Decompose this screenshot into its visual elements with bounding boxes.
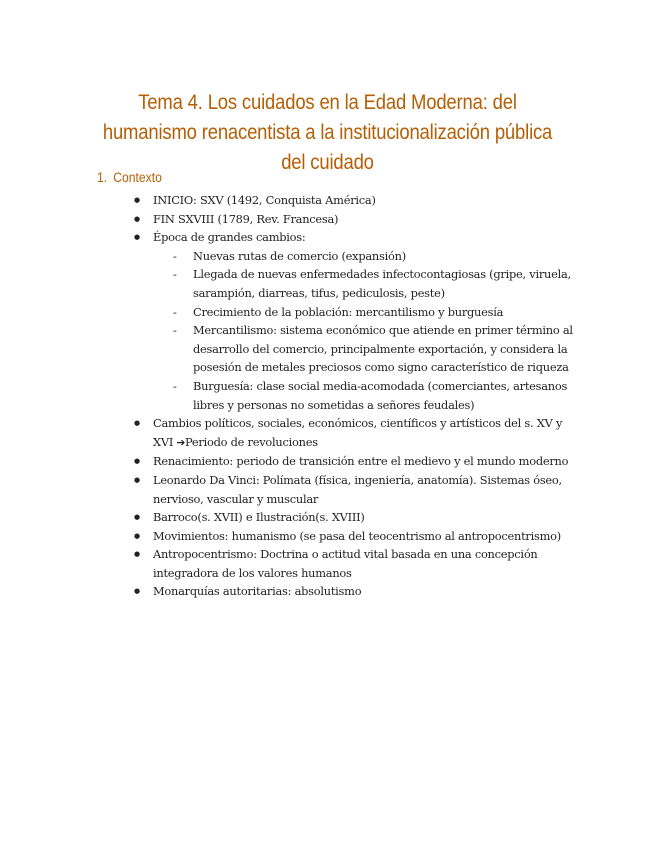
list-item-text: INICIO: SXV (1492, Conquista América) <box>153 193 376 207</box>
list-item-text: Renacimiento: periodo de transición entre el medievo y el mundo moderno <box>153 454 569 469</box>
list-item-text: Barroco(s. XVII) e Ilustración(s. XVIII) <box>153 510 365 525</box>
list-item <box>132 545 582 582</box>
sub-list-item <box>153 321 582 377</box>
section-number: 1. <box>97 170 108 185</box>
context-list <box>132 191 582 601</box>
list-item-text: Movimientos: humanismo (se pasa del teocentrismo al antropocentrismo) <box>153 528 561 543</box>
sub-list-item-text: Mercantilismo: sistema económico que atiende en primer término al desarrollo del comercio, principalmente exportación, y considera la posesión de metales preciosos como signo característico de riqueza <box>193 323 573 375</box>
list-item <box>132 527 582 546</box>
list-item <box>132 228 582 414</box>
arrow-right-icon: ➔ <box>176 436 186 449</box>
sub-list-item-text: Burguesía: clase social media-acomodada (comerciantes, artesanos libres y personas no sometidas a señores feudales) <box>193 378 568 412</box>
sub-list-item-text: Nuevas rutas de comercio (expansión) <box>193 248 406 263</box>
list-item <box>132 191 582 210</box>
section-title: Contexto <box>113 170 162 185</box>
sub-list-item-text: Llegada de nuevas enfermedades infectocontagiosas (gripe, viruela, sarampión, diarreas, tifus, pediculosis, peste) <box>193 267 571 300</box>
list-item-text-after: Periodo de revoluciones <box>185 434 318 449</box>
list-item-text: FIN SXVIII (1789, Rev. Francesa) <box>153 211 339 226</box>
list-item-text: Leonardo Da Vinci: Polímata (física, ingeniería, anatomía). Sistemas óseo, nervioso, vascular y muscular <box>153 472 562 506</box>
list-item <box>132 452 582 471</box>
list-item-text: Época de grandes cambios: <box>153 230 306 245</box>
list-item-text: Antropocentrismo: Doctrina o actitud vital basada en una concepción integradora de los valores humanos <box>153 547 538 580</box>
sub-list-item <box>153 265 582 302</box>
section-heading <box>97 170 162 185</box>
sub-list <box>153 247 582 414</box>
list-item <box>132 414 582 452</box>
sub-list-item-text: Crecimiento de la población: mercantilismo y burguesía <box>193 304 504 319</box>
sub-list-item <box>153 247 582 266</box>
sub-list-item <box>153 303 582 322</box>
list-item <box>132 471 582 508</box>
list-item-text: Cambios políticos, sociales, económicos, científicos y artísticos del s. XV y XVI <box>153 416 563 449</box>
sub-list-item <box>153 377 582 414</box>
document-title: Tema 4. Los cuidados en la Edad Moderna: del humanismo renacentista a la institucionalización pública del cuidado <box>102 91 553 174</box>
list-item-text: Monarquías autoritarias: absolutismo <box>153 584 362 599</box>
list-item <box>132 210 582 229</box>
list-item <box>132 582 582 601</box>
list-item <box>132 508 582 527</box>
